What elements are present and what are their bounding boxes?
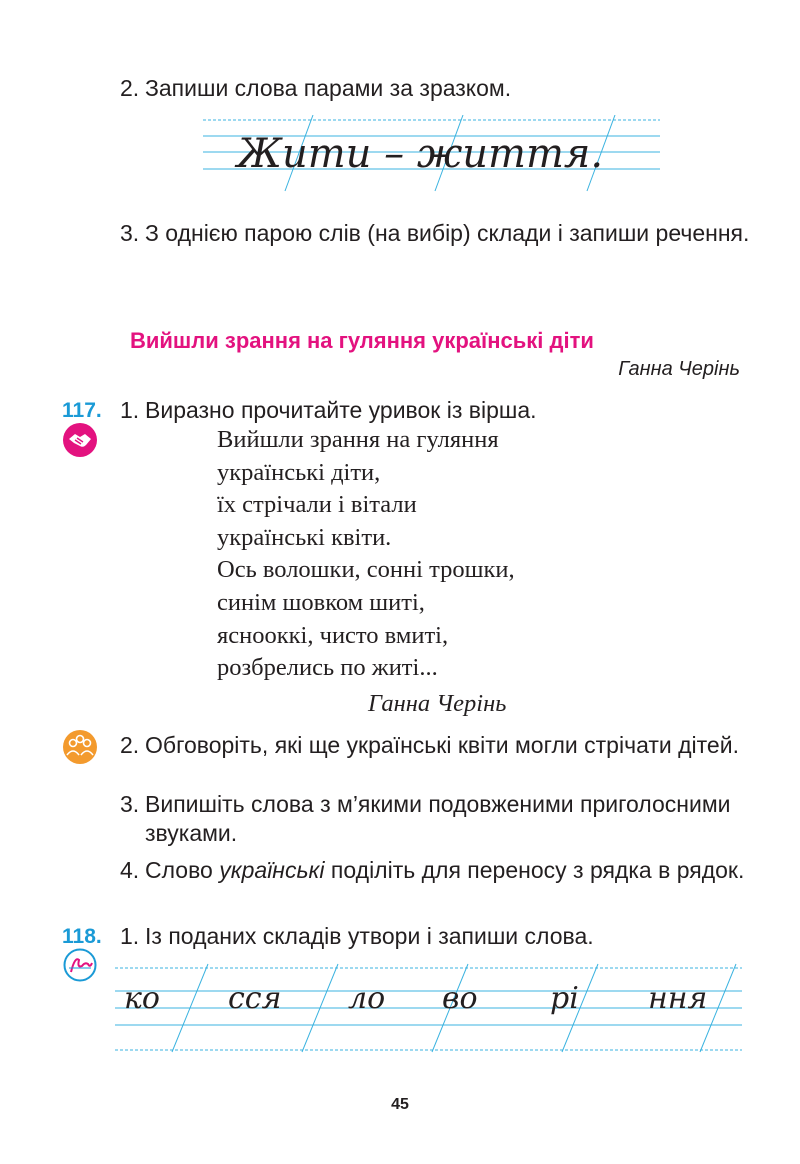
- ex117-task-4: [120, 856, 750, 885]
- section-author: Ганна Черінь: [618, 358, 740, 380]
- syllable: ко: [124, 981, 160, 1016]
- syllable: сся: [228, 981, 282, 1016]
- section-title: Вийшли зрання на гуляння українські діти: [130, 328, 594, 353]
- poem-line: їх стрічали і вітали: [217, 491, 417, 519]
- task-text: Виразно прочитайте уривок із вірша.: [145, 397, 537, 423]
- task-text: З однією парою слів (на вибір) склади і запиши речення.: [145, 220, 750, 246]
- sample-script: Жити – життя.: [237, 131, 604, 177]
- syllable: рі: [550, 981, 579, 1016]
- group-discussion-icon: [62, 729, 98, 765]
- ex117-task-1: [120, 396, 750, 425]
- task-text-before: Слово: [145, 857, 220, 883]
- poem-line: розбрелись по житі...: [217, 654, 438, 682]
- task-number: 3.: [120, 220, 140, 246]
- poem-author: Ганна Черінь: [368, 690, 507, 717]
- sample-writing-lines: [195, 115, 665, 195]
- task-text: [145, 856, 750, 885]
- poem-line: українські діти,: [217, 458, 381, 486]
- handshake-icon: [62, 422, 98, 458]
- handwriting-icon: [63, 948, 97, 982]
- task-number: 1.: [120, 923, 140, 949]
- exercise-number-118: 118.: [62, 925, 102, 948]
- page-number: 45: [391, 1096, 409, 1113]
- syllable: во: [442, 981, 478, 1016]
- task-number: 2.: [120, 75, 140, 101]
- syllable: ло: [348, 981, 386, 1016]
- syllable-writing-lines: [110, 960, 750, 1056]
- poem: [217, 424, 515, 685]
- task-text: Випишіть слова з м’якими подовженими приголосними звуками.: [145, 791, 731, 846]
- poem-line: Ось волошки, сонні трошки,: [217, 556, 515, 584]
- ex117-task-2: [120, 731, 750, 760]
- task-number: 1.: [120, 397, 140, 423]
- task-2: [120, 74, 750, 103]
- poem-line: синім шовком шиті,: [217, 588, 425, 616]
- ex117-task-3: [120, 790, 750, 848]
- task-text: Обговоріть, які ще українські квіти могли стрічати дітей.: [145, 732, 739, 758]
- task-number: 4.: [120, 857, 140, 883]
- task-text-italic: українські: [219, 857, 325, 883]
- ex118-task-1: [120, 922, 750, 951]
- poem-line: Вийшли зрання на гуляння: [217, 426, 499, 453]
- task-text: Із поданих складів утвори і запиши слова.: [145, 923, 594, 949]
- poem-line: яснооккі, чисто вмиті,: [217, 621, 449, 649]
- syllable: ння: [648, 981, 708, 1016]
- task-3: [120, 219, 750, 248]
- poem-line: українські квіти.: [217, 523, 392, 551]
- task-number: 3.: [120, 791, 140, 817]
- task-text-after: поділіть для переносу з рядка в рядок.: [324, 857, 745, 883]
- task-text: Запиши слова парами за зразком.: [145, 75, 512, 101]
- exercise-number-117: 117.: [62, 399, 102, 422]
- task-number: 2.: [120, 732, 140, 758]
